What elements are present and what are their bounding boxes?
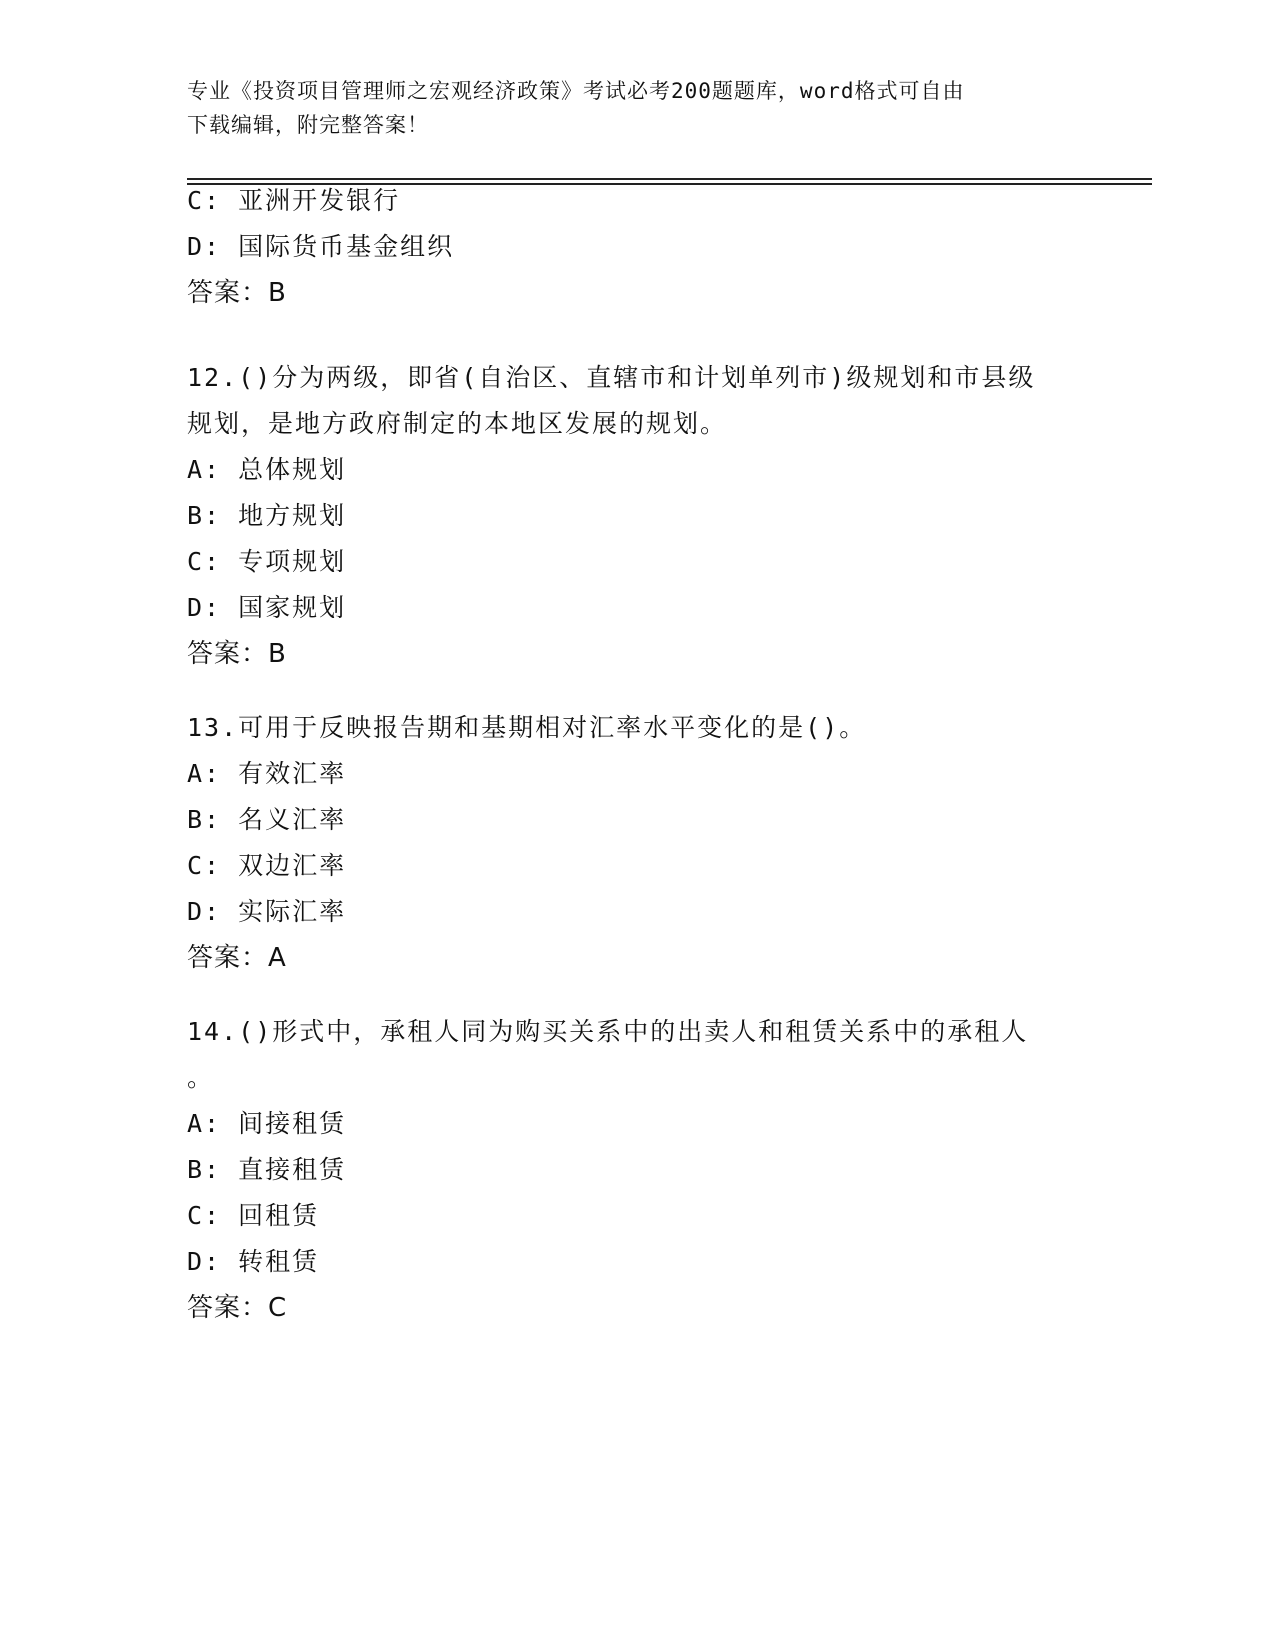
question-text-line-2: 规划，是地方政府制定的本地区发展的规划。 — [187, 409, 728, 438]
option-c: C: 回租赁 — [187, 1201, 320, 1230]
question-text-line-1: 14.()形式中，承租人同为购买关系中的出卖人和租赁关系中的承租人 — [187, 1017, 1029, 1046]
answer: 答案：C — [187, 1293, 288, 1323]
question-text-line-1: 13.可用于反映报告期和基期相对汇率水平变化的是()。 — [187, 713, 867, 742]
question-14 — [187, 1009, 1087, 1331]
option-b: B: 名义汇率 — [187, 805, 347, 834]
option-a: A: 有效汇率 — [187, 759, 347, 788]
option-a: A: 总体规划 — [187, 455, 347, 484]
document-header — [187, 74, 1077, 142]
option-c: C: 专项规划 — [187, 547, 347, 576]
option-b: B: 地方规划 — [187, 501, 347, 530]
option-d: D: 国际货币基金组织 — [187, 232, 455, 261]
header-line-1: 专业《投资项目管理师之宏观经济政策》考试必考200题题库，word格式可自由 — [187, 79, 965, 103]
option-c: C: 双边汇率 — [187, 851, 347, 880]
option-b: B: 直接租赁 — [187, 1155, 347, 1184]
option-d: D: 实际汇率 — [187, 897, 347, 926]
question-13 — [187, 705, 1087, 981]
header-line-2: 下载编辑，附完整答案！ — [187, 113, 429, 137]
question-12 — [187, 355, 1087, 677]
question-text-line-2: 。 — [187, 1063, 215, 1092]
option-a: A: 间接租赁 — [187, 1109, 347, 1138]
option-c: C: 亚洲开发银行 — [187, 186, 401, 215]
answer: 答案：A — [187, 943, 287, 973]
question-11-continuation — [187, 178, 1087, 316]
answer: 答案：B — [187, 639, 287, 669]
option-d: D: 转租赁 — [187, 1247, 320, 1276]
option-d: D: 国家规划 — [187, 593, 347, 622]
answer: 答案：B — [187, 278, 287, 308]
question-text-line-1: 12.()分为两级，即省(自治区、直辖市和计划单列市)级规划和市县级 — [187, 363, 1036, 392]
